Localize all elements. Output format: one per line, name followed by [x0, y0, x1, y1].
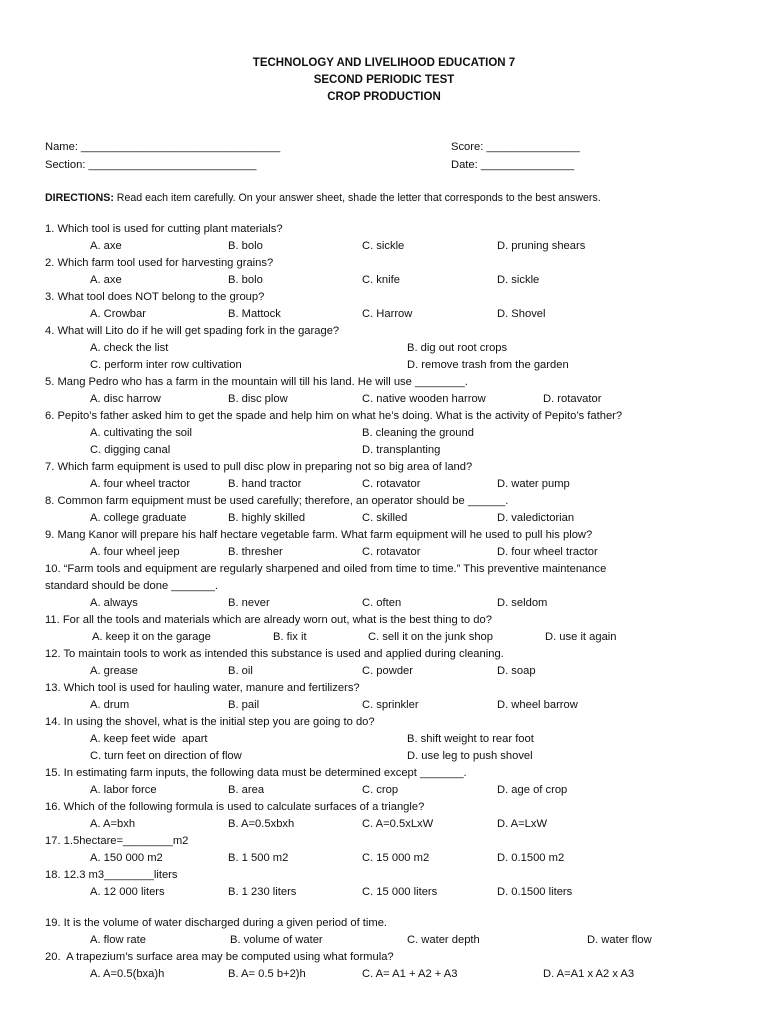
choice-4a[interactable]: A. check the list	[90, 342, 169, 354]
choice-16a[interactable]: A. A=bxh	[90, 818, 136, 830]
choice-16d[interactable]: D. A=LxW	[497, 818, 548, 830]
choice-4c[interactable]: C. perform inter row cultivation	[90, 359, 242, 371]
title-line-2: SECOND PERIODIC TEST	[313, 74, 455, 86]
choice-18b[interactable]: B. 1 230 liters	[228, 886, 297, 898]
choice-10c[interactable]: C. often	[362, 597, 402, 609]
choice-8a[interactable]: A. college graduate	[90, 512, 187, 524]
question-15: 15. In estimating farm inputs, the following data must be determined except _______.	[45, 767, 467, 779]
question-13: 13. Which tool is used for hauling water, manure and fertilizers?	[45, 682, 360, 694]
choice-1c[interactable]: C. sickle	[362, 240, 405, 252]
choice-9a[interactable]: A. four wheel jeep	[90, 546, 180, 558]
choice-19b[interactable]: B. volume of water	[230, 934, 323, 946]
title-line-1: TECHNOLOGY AND LIVELIHOOD EDUCATION 7	[252, 57, 516, 69]
choice-8c[interactable]: C. skilled	[362, 512, 408, 524]
choice-3c[interactable]: C. Harrow	[362, 308, 413, 320]
question-10: 10. “Farm tools and equipment are regularly sharpened and oiled from time to time.” This preventive maintenance	[45, 563, 607, 575]
question-2: 2. Which farm tool used for harvesting grains?	[45, 257, 274, 269]
choice-13d[interactable]: D. wheel barrow	[497, 699, 578, 711]
choice-12c[interactable]: C. powder	[362, 665, 413, 677]
question-12: 12. To maintain tools to work as intended this substance is used and applied during cleaning.	[45, 648, 504, 660]
directions-label: DIRECTIONS:	[45, 192, 114, 204]
choice-2b[interactable]: B. bolo	[228, 274, 263, 286]
directions-text: Read each item carefully. On your answer sheet, shade the letter that corresponds to the best answers.	[113, 192, 601, 204]
choice-18a[interactable]: A. 12 000 liters	[90, 886, 165, 898]
question-11: 11. For all the tools and materials which are already worn out, what is the best thing to do?	[45, 614, 492, 626]
choice-6a[interactable]: A. cultivating the soil	[90, 427, 192, 439]
choice-20c[interactable]: C. A= A1 + A2 + A3	[362, 968, 458, 980]
directions	[45, 192, 601, 204]
choice-11c[interactable]: C. sell it on the junk shop	[368, 631, 493, 643]
choice-6c[interactable]: C. digging canal	[90, 444, 171, 456]
question-7: 7. Which farm equipment is used to pull disc plow in preparing not so big area of land?	[45, 461, 473, 473]
choice-10a[interactable]: A. always	[90, 597, 138, 609]
choice-14a[interactable]: A. keep feet wide apart	[90, 733, 208, 745]
question-18: 18. 12.3 m3________liters	[45, 869, 178, 881]
choice-11a[interactable]: A. keep it on the garage	[92, 631, 211, 643]
choice-3d[interactable]: D. Shovel	[497, 308, 546, 320]
choice-1b[interactable]: B. bolo	[228, 240, 263, 252]
question-14: 14. In using the shovel, what is the initial step you are going to do?	[45, 716, 375, 728]
title-line-3: CROP PRODUCTION	[327, 91, 441, 103]
choice-6b[interactable]: B. cleaning the ground	[362, 427, 474, 439]
choice-2d[interactable]: D. sickle	[497, 274, 540, 286]
question-19: 19. It is the volume of water discharged during a given period of time.	[45, 917, 388, 929]
choice-14b[interactable]: B. shift weight to rear foot	[407, 733, 534, 745]
section-field[interactable]: Section: ___________________________	[45, 159, 257, 171]
choice-3b[interactable]: B. Mattock	[228, 308, 281, 320]
choice-18d[interactable]: D. 0.1500 liters	[497, 886, 573, 898]
choice-14c[interactable]: C. turn feet on direction of flow	[90, 750, 242, 762]
choice-5c[interactable]: C. native wooden harrow	[362, 393, 486, 405]
choice-5a[interactable]: A. disc harrow	[90, 393, 161, 405]
choice-18c[interactable]: C. 15 000 liters	[362, 886, 438, 898]
question-20: 20. A trapezium’s surface area may be computed using what formula?	[45, 951, 394, 963]
choice-5b[interactable]: B. disc plow	[228, 393, 288, 405]
score-field[interactable]: Score: _______________	[451, 141, 580, 153]
choice-19c[interactable]: C. water depth	[407, 934, 480, 946]
choice-7b[interactable]: B. hand tractor	[228, 478, 302, 490]
choice-1d[interactable]: D. pruning shears	[497, 240, 586, 252]
question-3: 3. What tool does NOT belong to the group?	[45, 291, 265, 303]
choice-1a[interactable]: A. axe	[90, 240, 122, 252]
choice-20b[interactable]: B. A= 0.5 b+2)h	[228, 968, 306, 980]
choice-20d[interactable]: D. A=A1 x A2 x A3	[543, 968, 635, 980]
choice-13c[interactable]: C. sprinkler	[362, 699, 419, 711]
choice-12d[interactable]: D. soap	[497, 665, 536, 677]
choice-7c[interactable]: C. rotavator	[362, 478, 421, 490]
question-4: 4. What will Lito do if he will get spading fork in the garage?	[45, 325, 340, 337]
choice-5d[interactable]: D. rotavator	[543, 393, 602, 405]
choice-12a[interactable]: A. grease	[90, 665, 138, 677]
choice-2a[interactable]: A. axe	[90, 274, 122, 286]
choice-20a[interactable]: A. A=0.5(bxa)h	[90, 968, 165, 980]
choice-19a[interactable]: A. flow rate	[90, 934, 146, 946]
choice-16c[interactable]: C. A=0.5xLxW	[362, 818, 434, 830]
question-8: 8. Common farm equipment must be used carefully; therefore, an operator should be ______.	[45, 495, 509, 507]
choice-17d[interactable]: D. 0.1500 m2	[497, 852, 565, 864]
question-10-cont: standard should be done _______.	[45, 580, 218, 592]
choice-4d[interactable]: D. remove trash from the garden	[407, 359, 569, 371]
choice-9b[interactable]: B. thresher	[228, 546, 283, 558]
choice-10d[interactable]: D. seldom	[497, 597, 548, 609]
choice-17c[interactable]: C. 15 000 m2	[362, 852, 430, 864]
choice-13b[interactable]: B. pail	[228, 699, 260, 711]
choice-11d[interactable]: D. use it again	[545, 631, 617, 643]
choice-3a[interactable]: A. Crowbar	[90, 308, 146, 320]
choice-15c[interactable]: C. crop	[362, 784, 399, 796]
choice-12b[interactable]: B. oil	[228, 665, 253, 677]
choice-16b[interactable]: B. A=0.5xbxh	[228, 818, 295, 830]
choice-13a[interactable]: A. drum	[90, 699, 130, 711]
choice-10b[interactable]: B. never	[228, 597, 270, 609]
choice-15b[interactable]: B. area	[228, 784, 265, 796]
question-17: 17. 1.5hectare=________m2	[45, 835, 189, 847]
question-9: 9. Mang Kanor will prepare his half hectare vegetable farm. What farm equipment will he used to pull his plow?	[45, 529, 593, 541]
choice-4b[interactable]: B. dig out root crops	[407, 342, 508, 354]
choice-9c[interactable]: C. rotavator	[362, 546, 421, 558]
choice-7a[interactable]: A. four wheel tractor	[90, 478, 191, 490]
choice-19d[interactable]: D. water flow	[587, 934, 652, 946]
choice-2c[interactable]: C. knife	[362, 274, 400, 286]
choice-8d[interactable]: D. valedictorian	[497, 512, 575, 524]
choice-15a[interactable]: A. labor force	[90, 784, 157, 796]
choice-8b[interactable]: B. highly skilled	[228, 512, 306, 524]
name-field[interactable]: Name: ________________________________	[45, 141, 281, 153]
date-field[interactable]: Date: _______________	[451, 159, 575, 171]
choice-7d[interactable]: D. water pump	[497, 478, 570, 490]
choice-14d[interactable]: D. use leg to push shovel	[407, 750, 533, 762]
question-1: 1. Which tool is used for cutting plant materials?	[45, 223, 283, 235]
question-5: 5. Mang Pedro who has a farm in the mountain will till his land. He will use ________.	[45, 376, 468, 388]
choice-15d[interactable]: D. age of crop	[497, 784, 568, 796]
choice-17b[interactable]: B. 1 500 m2	[228, 852, 289, 864]
question-6: 6. Pepito’s father asked him to get the spade and help him on what he’s doing. What is the activity of Pepito’s father?	[45, 410, 623, 422]
question-16: 16. Which of the following formula is used to calculate surfaces of a triangle?	[45, 801, 425, 813]
choice-9d[interactable]: D. four wheel tractor	[497, 546, 598, 558]
choice-6d[interactable]: D. transplanting	[362, 444, 441, 456]
choice-17a[interactable]: A. 150 000 m2	[90, 852, 163, 864]
choice-11b[interactable]: B. fix it	[273, 631, 307, 643]
